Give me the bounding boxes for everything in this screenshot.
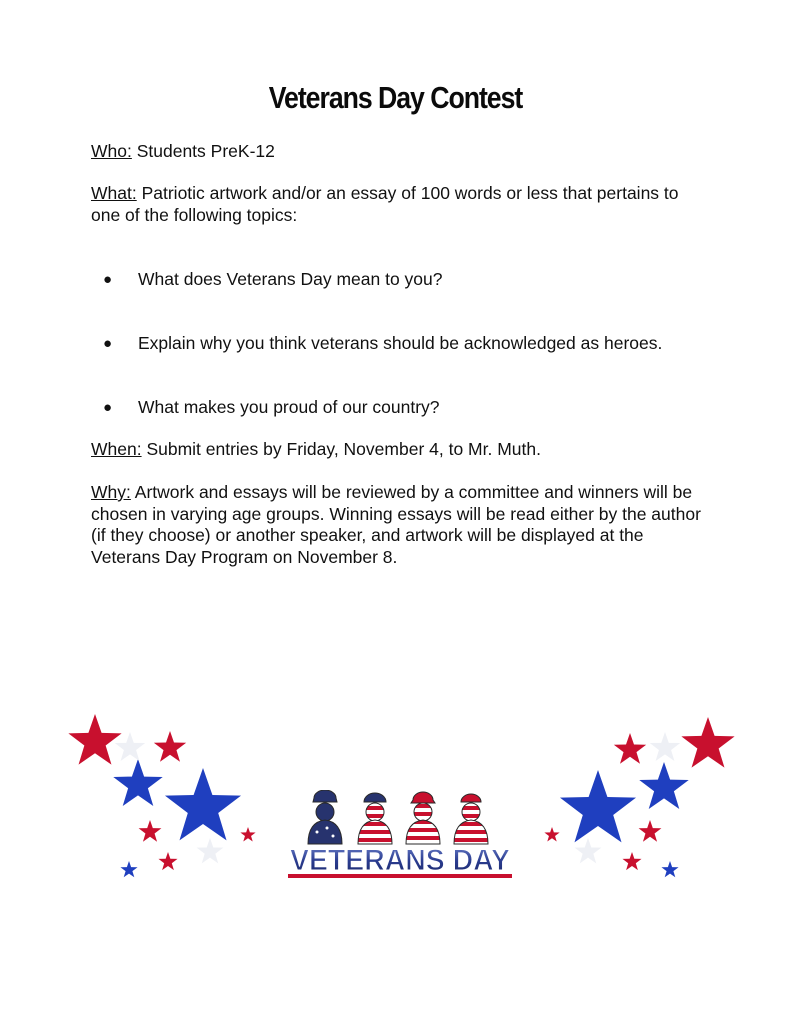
bullet-icon: ● bbox=[103, 335, 113, 352]
star-icon bbox=[120, 861, 137, 877]
why-text: Artwork and essays will be reviewed by a committee and winners will be chosen in varying age groups. Winning essays will be read either by the author (if they choose) or another speaker, and artwork will be displayed at the Veterans Day Program on November 8. bbox=[91, 482, 701, 567]
topic-text: What makes you proud of our country? bbox=[138, 397, 440, 417]
soldier-silhouettes bbox=[308, 790, 488, 844]
star-icon bbox=[661, 861, 678, 877]
what-text: Patriotic artwork and/or an essay of 100 words or less that pertains to one of the following topics: bbox=[91, 183, 679, 225]
star-icon bbox=[639, 820, 662, 842]
star-icon bbox=[544, 827, 559, 841]
star-icon bbox=[197, 838, 224, 863]
star-icon bbox=[639, 762, 688, 809]
why-paragraph bbox=[91, 482, 701, 568]
stars-right-illustration bbox=[540, 710, 740, 890]
star-icon bbox=[115, 732, 145, 761]
bullet-icon: ● bbox=[103, 399, 113, 416]
when-text: Submit entries by Friday, November 4, to Mr. Muth. bbox=[141, 439, 541, 459]
star-icon bbox=[165, 768, 241, 840]
topic-text: Explain why you think veterans should be acknowledged as heroes. bbox=[138, 333, 663, 353]
star-icon bbox=[68, 714, 121, 765]
what-paragraph bbox=[91, 183, 711, 226]
stars-left-illustration bbox=[60, 710, 260, 890]
star-icon bbox=[575, 838, 602, 863]
what-label: What: bbox=[91, 183, 137, 203]
star-icon bbox=[614, 733, 646, 764]
page-title: Veterans Day Contest bbox=[268, 80, 523, 115]
who-label: Who: bbox=[91, 141, 132, 161]
star-icon bbox=[154, 731, 186, 762]
list-item bbox=[103, 397, 440, 419]
star-icon bbox=[622, 852, 641, 870]
list-item bbox=[103, 333, 662, 355]
star-icon bbox=[560, 770, 636, 842]
bullet-icon: ● bbox=[103, 271, 113, 288]
star-icon bbox=[240, 827, 255, 841]
star-icon bbox=[158, 852, 177, 870]
topic-text: What does Veterans Day mean to you? bbox=[138, 269, 443, 289]
why-label: Why: bbox=[91, 482, 131, 502]
veterans-day-banner bbox=[282, 790, 518, 886]
star-icon bbox=[681, 717, 734, 768]
banner-text: VETERANS DAY bbox=[290, 844, 510, 877]
who-text: Students PreK-12 bbox=[131, 141, 275, 161]
list-item bbox=[103, 269, 442, 291]
star-icon bbox=[113, 759, 162, 806]
when-label: When: bbox=[91, 439, 142, 459]
star-icon bbox=[650, 732, 680, 761]
star-icon bbox=[139, 820, 162, 842]
when-paragraph bbox=[91, 439, 541, 461]
who-paragraph bbox=[91, 141, 275, 163]
